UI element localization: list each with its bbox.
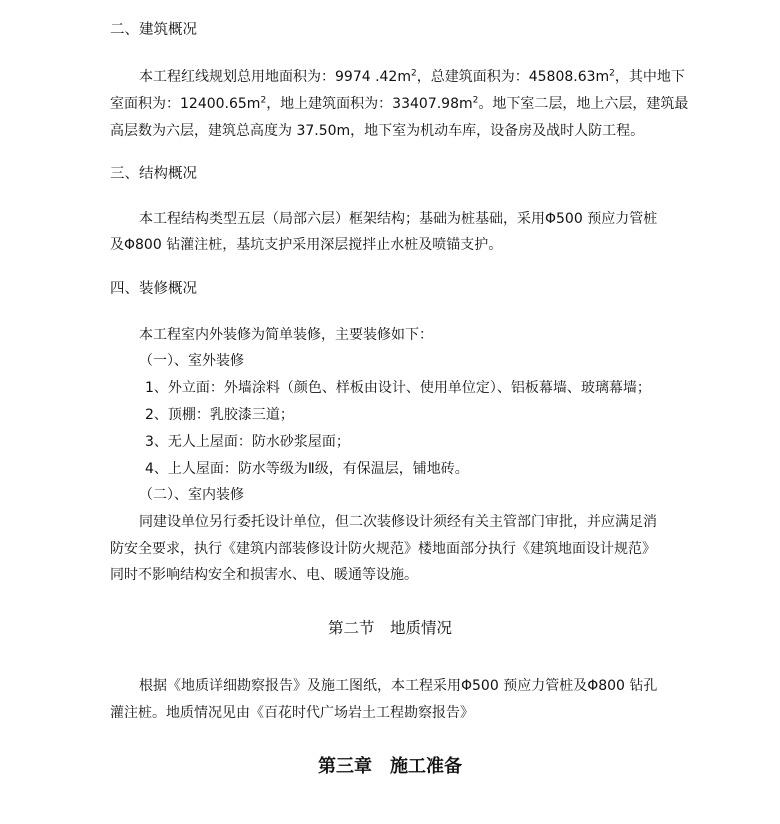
interior-para-line-1: 同建设单位另行委托设计单位，但二次装修设计须经有关主管部门审批，并应满足消 [139,514,657,530]
list-item: 1、外立面：外墙涂料（颜色、样板由设计、使用单位定）、铝板幕墙、玻璃幕墙； [145,380,651,396]
chapter-title-construction-prep: 第三章 施工准备 [318,756,462,777]
decoration-intro: 本工程室内外装修为简单装修，主要装修如下： [139,327,433,343]
building-para-line-2: 室面积为：$12400.65m^2$，地上建筑面积为：$33407.98m^2$。地下室二层，地上六层，建筑最 [110,95,689,112]
geology-para-line-2: 灌注桩。地质情况见由《百花时代广场岩土工程勘察报告》 [110,705,474,721]
list-item: 2、顶棚：乳胶漆三道； [145,407,294,423]
interior-para-line-2: 防安全要求，执行《建筑内部装修设计防火规范》楼地面部分执行《建筑地面设计规范》 [110,541,656,557]
interior-para-line-3: 同时不影响结构安全和损害水、电、暖通等设施。 [110,567,418,583]
building-para-line-1: 本工程红线规划总用地面积为：9974 $.42m^2$，总建筑面积为：$45808.63m^2$，其中地下 [139,68,685,85]
list-item: 3、无人上屋面：防水砂浆屋面； [145,434,350,450]
building-para-line-3: 高层数为六层，建筑总高度为 37.50m，地下室为机动车库，设备房及战时人防工程。 [110,123,645,139]
heading-building-overview: 二、建筑概况 [110,22,197,38]
heading-structure-overview: 三、结构概况 [110,166,197,182]
section-title-geology: 第二节 地质情况 [327,619,452,637]
structure-para-line-2: 及Φ800 钻灌注桩，基坑支护采用深层搅拌止水桩及喷锚支护。 [110,237,503,253]
heading-decoration-overview: 四、装修概况 [110,281,197,297]
geology-para-line-1: 根据《地质详细勘察报告》及施工图纸，本工程采用Φ500 预应力管桩及Φ800 钻孔 [139,678,658,694]
exterior-decoration-subheading: （一）、室外装修 [139,353,244,369]
list-item: 4、上人屋面：防水等级为Ⅱ级，有保温层，铺地砖。 [145,461,469,477]
structure-para-line-1: 本工程结构类型五层（局部六层）框架结构；基础为桩基础，采用Φ500 预应力管桩 [139,211,658,227]
interior-decoration-subheading: （二）、室内装修 [139,487,244,503]
